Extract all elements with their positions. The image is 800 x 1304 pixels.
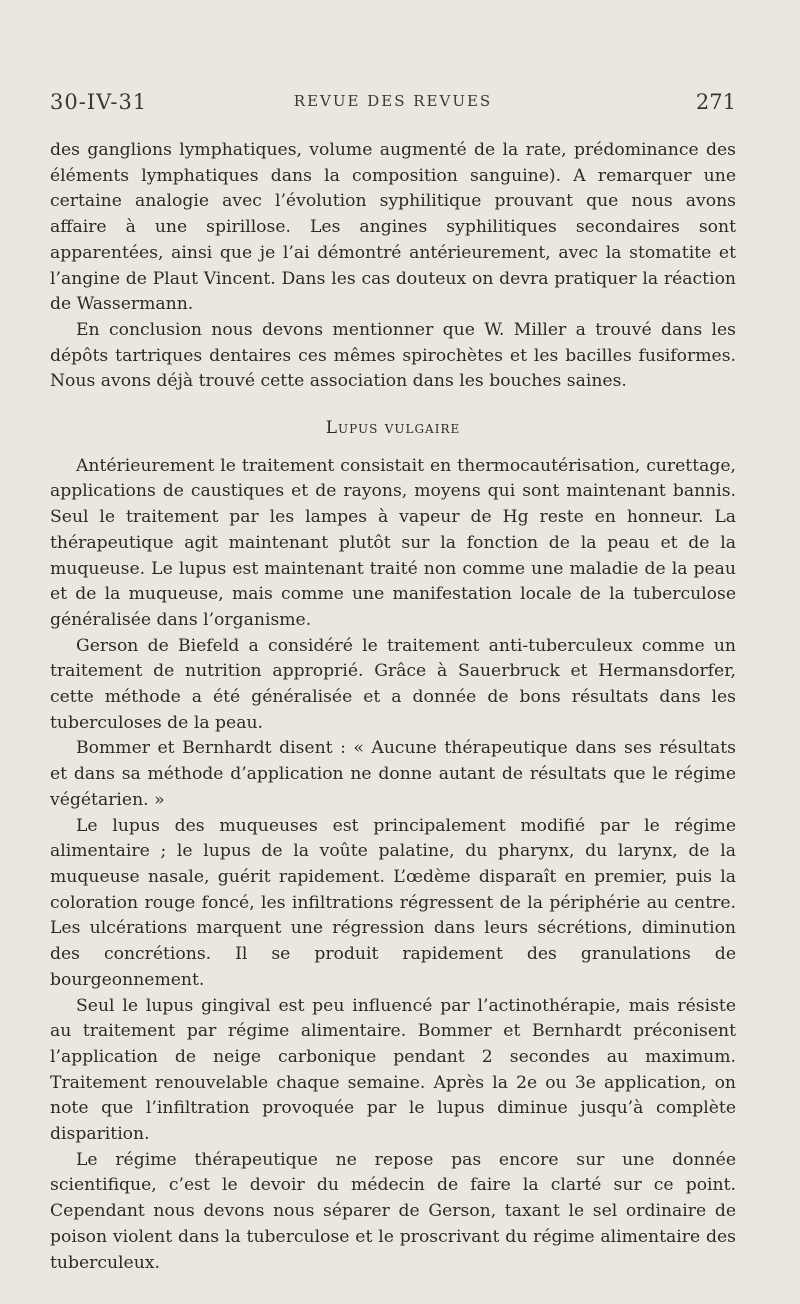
section-title: Lupus vulgaire	[325, 418, 461, 439]
paragraph: Seul le lupus gingival est peu influencé par l’actinothérapie, mais résiste au traitement par régime alimentaire. Bommer et Bernhardt préconisent l’application de neige carbonique pendant 2 secondes au maximum. Traitement renouvelable chaque semaine. Après la 2e ou 3e application, on note que l’infiltration provoquée par le lupus diminue jusqu’à complète disparition.	[50, 995, 736, 1145]
paragraph: Bommer et Bernhardt disent : « Aucune thérapeutique dans ses résultats et dans sa méthode d’application ne donne autant de résultats que le régime végétarien. »	[50, 738, 736, 810]
page-body	[50, 138, 736, 1276]
paragraph: Antérieurement le traitement consistait en thermocautérisation, curettage, applications de caustiques et de rayons, moyens qui sont maintenant bannis. Seul le traitement par les lampes à vapeur de Hg reste en honneur. La thérapeutique agit maintenant plutôt sur la fonction de la peau et de la muqueuse. Le lupus est maintenant traité non comme une maladie de la peau et de la muqueuse, mais comme une manifestation locale de la tuberculose généralisée dans l’organisme.	[50, 455, 736, 630]
paragraph: Le régime thérapeutique ne repose pas encore sur une donnée scientifique, c’est le devoir du médecin de faire la clarté sur ce point. Cependant nous devons nous séparer de Gerson, taxant le sel ordinaire de poison violent dans la tuberculose et le proscrivant du régime alimentaire des tuberculeux.	[50, 1149, 736, 1273]
header-date: 30-IV-31	[50, 90, 148, 114]
page-number: 271	[695, 90, 736, 114]
paragraph: Le lupus des muqueuses est principalement modifié par le régime alimentaire ; le lupus de la voûte palatine, du pharynx, du larynx, de la muqueuse nasale, guérit rapidement. L’œdème disparaît en premier, puis la coloration rouge foncé, les infiltrations régressent de la périphérie au centre. Les ulcérations marquent une régression dans leurs sécrétions, diminution des concrétions. Il se produit rapidement des granulations de bourgeonnement.	[50, 815, 736, 990]
paragraph: des ganglions lymphatiques, volume augmenté de la rate, prédominance des éléments lymphatiques dans la composition sanguine). A remarquer une certaine analogie avec l’évolution syphilitique prouvant que nous avons affaire à une spirillose. Les angines syphilitiques secondaires sont apparentées, ainsi que je l’ai démontré antérieurement, avec la stomatite et l’angine de Plaut Vincent. Dans les cas douteux on devra pratiquer la réaction de Wassermann.	[50, 140, 736, 315]
paragraph: En conclusion nous devons mentionner que W. Miller a trouvé dans les dépôts tartriques dentaires ces mêmes spirochètes et les bacilles fusiformes. Nous avons déjà trouvé cette association dans les bouches saines.	[50, 319, 736, 392]
paragraph: Gerson de Biefeld a considéré le traitement anti-tuberculeux comme un traitement de nutrition approprié. Grâce à Sauerbruck et Hermansdorfer, cette méthode a été généralisée et a donnée de bons résultats dans les tuberculoses de la peau.	[50, 635, 736, 733]
header-title: REVUE DES REVUES	[293, 92, 493, 110]
running-header	[50, 90, 736, 120]
